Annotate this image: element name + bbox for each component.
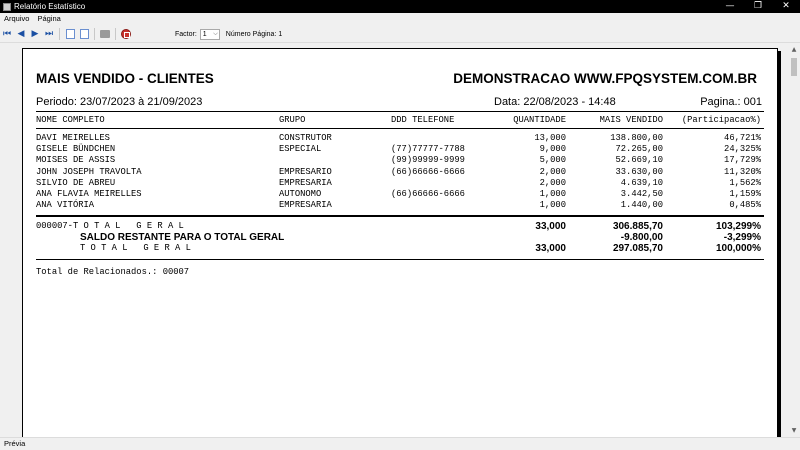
cell-quantidade: 1,000 [539, 200, 566, 211]
column-nome: NOME COMPLETO [36, 115, 105, 125]
page-number-label: Número Página: 1 [225, 30, 283, 38]
last-page-icon[interactable]: ⏭ [44, 29, 54, 39]
status-bar [0, 437, 800, 450]
report-date: Data: 22/08/2023 - 14:48 [494, 96, 616, 108]
prev-page-icon[interactable]: ◀ [17, 29, 25, 39]
factor-label: Factor: [175, 30, 197, 38]
toolbar [0, 26, 800, 43]
cell-telefone: (77)77777-7788 [391, 144, 465, 155]
cell-participacao: 11,320% [724, 166, 761, 177]
title-bar [0, 0, 800, 13]
cell-nome: JOHN JOSEPH TRAVOLTA [36, 166, 142, 177]
saldo-restante-participacao: -3,299% [723, 232, 761, 243]
scrollbar-thumb[interactable] [791, 58, 797, 76]
cell-participacao: 24,325% [724, 144, 761, 155]
cell-valor: 138.800,00 [610, 133, 663, 143]
cell-participacao: 1,159% [729, 189, 761, 199]
cell-participacao: 0,485% [729, 200, 761, 211]
cell-grupo: EMPRESARIA [279, 177, 332, 188]
page-view-icon[interactable] [63, 27, 77, 41]
cell-quantidade: 2,000 [539, 166, 566, 177]
cell-telefone: (66)66666-6666 [391, 189, 465, 199]
cell-nome: DAVI MEIRELLES [36, 133, 110, 143]
total-geral-valor: 306.885,70 [612, 221, 663, 232]
cell-valor: 3.442,50 [620, 189, 663, 199]
totals-divider [36, 215, 764, 217]
cell-valor: 4.639,10 [620, 177, 663, 188]
toolbar-separator [59, 28, 60, 40]
column-participacao: (Participacao%) [681, 115, 761, 125]
cell-quantidade: 5,000 [539, 155, 566, 166]
close-button[interactable]: ✕ [782, 1, 790, 11]
columns-divider [36, 128, 764, 129]
cell-quantidade: 9,000 [539, 144, 566, 155]
column-ddd: DDD TELEFONE [391, 115, 455, 125]
window-title: Relatório Estatístico [14, 2, 86, 11]
cell-nome: MOISES DE ASSIS [36, 155, 116, 166]
cell-quantidade: 13,000 [534, 133, 566, 143]
minimize-button[interactable]: — [725, 1, 735, 11]
total-final-valor: 297.085,70 [612, 243, 663, 254]
menu-bar [0, 13, 800, 25]
report-period: Periodo: 23/07/2023 à 21/09/2023 [36, 96, 203, 108]
cell-participacao: 17,729% [724, 155, 761, 166]
cell-grupo: ESPECIAL [279, 144, 322, 155]
cell-grupo: AUTONOMO [279, 189, 322, 199]
cell-quantidade: 2,000 [539, 177, 566, 188]
total-final-quantidade: 33,000 [535, 243, 566, 254]
menu-pagina[interactable]: Página [37, 14, 61, 23]
cell-grupo: EMPRESARIO [279, 166, 332, 177]
footer-divider [36, 259, 764, 260]
preview-area[interactable] [0, 44, 800, 437]
column-quantidade: QUANTIDADE [513, 115, 566, 125]
status-text: Prévia [4, 439, 26, 448]
cell-valor: 72.265,00 [615, 144, 663, 155]
menu-arquivo[interactable]: Arquivo [4, 14, 30, 23]
total-relacionados: Total de Relacionados.: 00007 [36, 267, 190, 277]
cell-nome: ANA FLAVIA MEIRELLES [36, 189, 142, 199]
cell-grupo: CONSTRUTOR [279, 133, 332, 143]
page-list-icon[interactable] [77, 27, 91, 41]
chevron-down-icon: ⌵ [213, 30, 218, 37]
report-title: MAIS VENDIDO - CLIENTES [36, 71, 214, 86]
maximize-button[interactable]: ❐ [753, 1, 763, 11]
print-icon[interactable] [98, 27, 112, 41]
column-mais-vendido: MAIS VENDIDO [599, 115, 663, 125]
company-name: DEMONSTRACAO WWW.FPQSYSTEM.COM.BR [453, 71, 757, 86]
scroll-down-icon[interactable]: ▼ [791, 427, 797, 434]
total-geral-participacao: 103,299% [715, 221, 761, 232]
total-final-label: T O T A L G E R A L [80, 243, 191, 253]
cell-quantidade: 1,000 [539, 189, 566, 199]
cell-telefone: (66)66666-6666 [391, 166, 465, 177]
saldo-restante-valor: -9.800,00 [620, 232, 663, 243]
cell-valor: 1.440,00 [620, 200, 663, 211]
cell-participacao: 46,721% [724, 133, 761, 143]
cell-valor: 33.630,00 [615, 166, 663, 177]
cell-nome: GISELE BÜNDCHEN [36, 144, 116, 155]
next-page-icon[interactable]: ▶ [31, 29, 39, 39]
cell-grupo: EMPRESARIA [279, 200, 332, 211]
vertical-scrollbar[interactable] [788, 44, 800, 437]
saldo-restante-label: SALDO RESTANTE PARA O TOTAL GERAL [80, 232, 285, 243]
toolbar-separator [115, 28, 116, 40]
cell-valor: 52.669,10 [615, 155, 663, 166]
header-divider [36, 111, 764, 112]
cell-participacao: 1,562% [729, 177, 761, 188]
first-page-icon[interactable]: ⏮ [2, 29, 12, 39]
stop-icon[interactable] [119, 27, 133, 41]
total-final-participacao: 100,000% [715, 243, 761, 254]
scroll-up-icon[interactable]: ▲ [791, 46, 797, 53]
report-page-number: Pagina.: 001 [700, 96, 762, 108]
factor-select[interactable] [200, 29, 220, 40]
total-geral-label: 000007-T O T A L G E R A L [36, 221, 184, 231]
cell-telefone: (99)99999-9999 [391, 155, 465, 166]
factor-value: 1 [202, 30, 207, 38]
report-page [22, 48, 778, 438]
cell-nome: ANA VITÓRIA [36, 200, 95, 211]
column-grupo: GRUPO [279, 115, 306, 125]
app-icon [3, 3, 11, 11]
cell-nome: SILVIO DE ABREU [36, 177, 116, 188]
toolbar-separator [94, 28, 95, 40]
total-geral-quantidade: 33,000 [535, 221, 566, 232]
